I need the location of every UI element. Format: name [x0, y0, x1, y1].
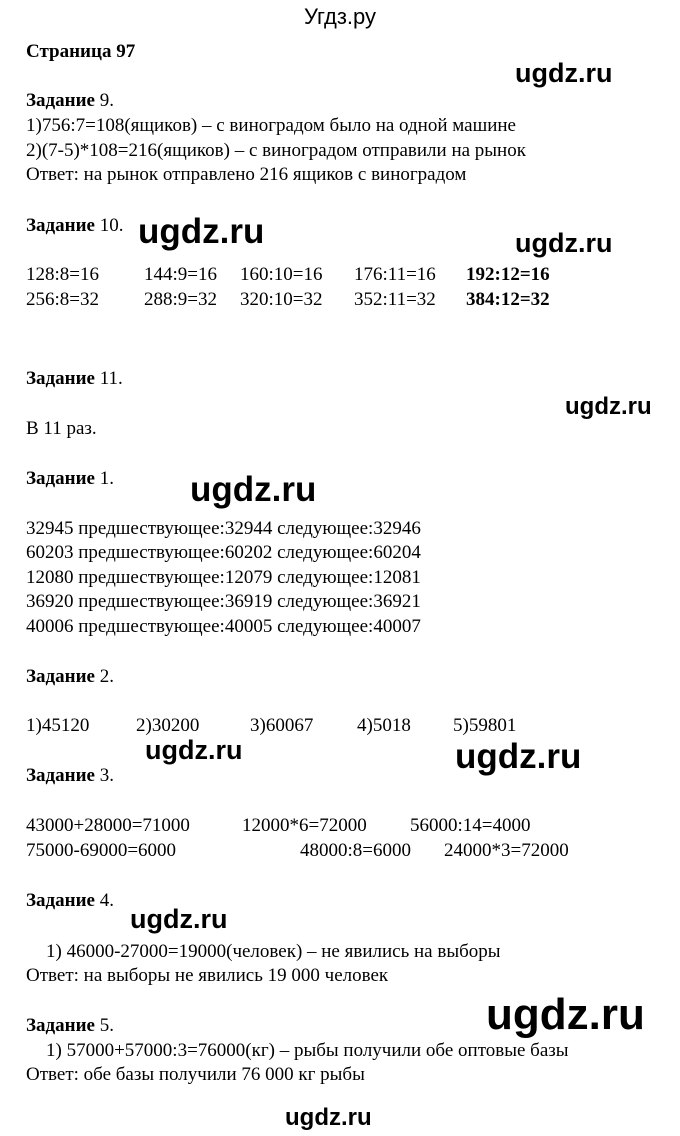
task-4-heading: [26, 889, 114, 912]
answer-item: 4)5018: [357, 715, 411, 736]
task-label: Задание: [26, 468, 95, 489]
task-1-line: 40006 предшествующее:40005 следующее:40007: [26, 616, 421, 637]
task-5-line: 1) 57000+57000:3=76000(кг) – рыбы получили обе оптовые базы: [46, 1040, 569, 1061]
page-heading: Страница 97: [26, 41, 136, 62]
task-label: Задание: [26, 90, 95, 111]
site-title: Угдз.ру: [303, 4, 377, 29]
watermark: ugdz.ru: [455, 737, 582, 776]
task-2-heading: [26, 665, 114, 688]
division-cell: 128:8=16: [26, 264, 99, 285]
task-4-line: Ответ: на выборы не явились 19 000 человек: [26, 965, 389, 986]
division-cell: 160:10=16: [240, 264, 323, 285]
task-3-heading: [26, 764, 114, 787]
task-9-line: 2)(7-5)*108=216(ящиков) – с виноградом отправили на рынок: [26, 140, 526, 161]
task-label: Задание: [26, 666, 95, 687]
watermark: ugdz.ru: [515, 58, 613, 88]
watermark: ugdz.ru: [130, 904, 228, 934]
expression-cell: 12000*6=72000: [242, 815, 367, 836]
watermark: ugdz.ru: [565, 393, 652, 420]
expression-cell: 48000:8=6000: [300, 840, 411, 861]
watermark: ugdz.ru: [486, 990, 645, 1039]
task-11-answer: В 11 раз.: [26, 418, 97, 439]
watermark: ugdz.ru: [138, 212, 265, 251]
task-1-line: 36920 предшествующее:36919 следующее:36921: [26, 591, 421, 612]
expression-cell: 75000-69000=6000: [26, 840, 177, 861]
task-5-line: Ответ: обе базы получили 76 000 кг рыбы: [26, 1064, 365, 1085]
task-number: 3.: [94, 765, 114, 786]
task-number: 4.: [94, 890, 114, 911]
task-1-heading: [26, 467, 114, 490]
task-label: Задание: [26, 368, 95, 389]
expression-cell: 43000+28000=71000: [26, 815, 190, 836]
task-1-line: 12080 предшествующее:12079 следующее:12081: [26, 567, 421, 588]
division-cell: 288:9=32: [144, 289, 217, 310]
answer-item: 2)30200: [136, 715, 200, 736]
task-number: 2.: [94, 666, 114, 687]
division-cell: 256:8=32: [26, 289, 99, 310]
task-number: 1.: [94, 468, 114, 489]
task-1-line: 32945 предшествующее:32944 следующее:32946: [26, 518, 421, 539]
task-number: 5.: [94, 1015, 114, 1036]
watermark: ugdz.ru: [145, 735, 243, 765]
division-cell: 176:11=16: [354, 264, 436, 285]
task-10-heading: [26, 214, 123, 237]
task-9-line: 1)756:7=108(ящиков) – с виноградом было на одной машине: [26, 115, 516, 136]
watermark: ugdz.ru: [515, 228, 613, 258]
watermark: ugdz.ru: [285, 1104, 372, 1131]
task-number: 10.: [94, 215, 124, 236]
division-cell: 352:11=32: [354, 289, 436, 310]
task-label: Задание: [26, 890, 95, 911]
task-5-heading: [26, 1014, 114, 1037]
task-number: 9.: [94, 90, 114, 111]
task-label: Задание: [26, 1015, 95, 1036]
task-11-heading: [26, 367, 123, 390]
task-number: 11.: [94, 368, 123, 389]
division-cell: 320:10=32: [240, 289, 323, 310]
division-cell: 384:12=32: [466, 289, 550, 310]
answer-item: 1)45120: [26, 715, 90, 736]
watermark: ugdz.ru: [190, 470, 317, 509]
task-label: Задание: [26, 215, 95, 236]
expression-cell: 56000:14=4000: [410, 815, 531, 836]
answer-item: 5)59801: [453, 715, 517, 736]
division-cell: 144:9=16: [144, 264, 217, 285]
task-4-line: 1) 46000-27000=19000(человек) – не явились на выборы: [46, 941, 501, 962]
task-1-line: 60203 предшествующее:60202 следующее:60204: [26, 542, 421, 563]
division-cell: 192:12=16: [466, 264, 550, 285]
task-label: Задание: [26, 765, 95, 786]
task-9-heading: [26, 89, 114, 112]
answer-item: 3)60067: [250, 715, 314, 736]
expression-cell: 24000*3=72000: [444, 840, 569, 861]
task-9-line: Ответ: на рынок отправлено 216 ящиков с виноградом: [26, 164, 467, 185]
